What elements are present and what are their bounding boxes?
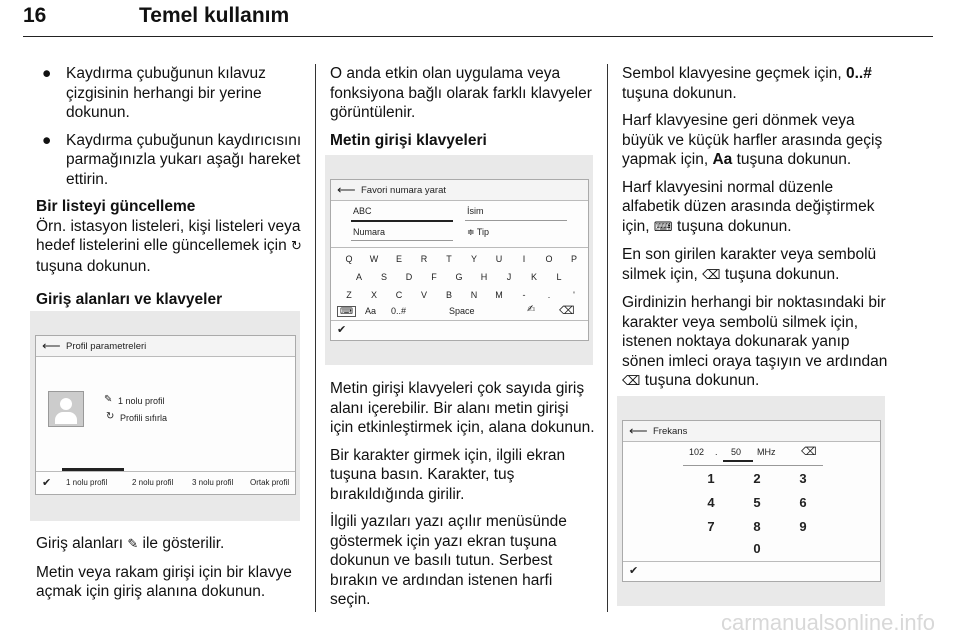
paragraph: Bir karakter girmek için, ilgili ekran tuşuna basın. Karakter, tuş bırakıldığında girilir. <box>330 446 566 503</box>
handwriting-icon[interactable]: ✍ <box>527 304 536 315</box>
key-J[interactable]: J <box>506 272 512 282</box>
key-M[interactable]: M <box>495 290 503 300</box>
key-I[interactable]: I <box>522 254 526 264</box>
delete-icon[interactable]: ⌫ <box>559 304 575 317</box>
key-P[interactable]: P <box>570 254 577 264</box>
key--[interactable]: - <box>522 290 526 300</box>
section-heading: Bir listeyi güncelleme <box>36 198 196 215</box>
tab-profile-1[interactable]: 1 nolu profil <box>66 478 108 487</box>
paragraph: Giriş alanları ✎ ile gösterilir. <box>36 535 225 552</box>
key-S[interactable]: S <box>380 272 387 282</box>
paragraph: En son girilen karakter veya sembolü silmek için, ⌫ tuşuna dokunun. <box>622 246 877 283</box>
space-key[interactable]: Space <box>449 306 475 316</box>
profile-name-field[interactable]: 1 nolu profil <box>118 396 165 406</box>
number-field[interactable]: Numara <box>353 227 386 237</box>
column-1 <box>36 64 306 310</box>
frequency-decimal[interactable]: 50 <box>731 447 742 457</box>
paragraph: Metin girişi klavyeleri çok sayıda giriş alanı içerebilir. Bir alanı metin girişi için etkinleştirmek için, alana dokunun. <box>330 380 595 436</box>
key-6[interactable]: 6 <box>799 495 807 510</box>
avatar[interactable] <box>48 391 84 427</box>
key-4[interactable]: 4 <box>707 495 715 510</box>
key-7[interactable]: 7 <box>707 519 715 534</box>
column-2-bottom <box>330 379 595 618</box>
key-2[interactable]: 2 <box>753 471 761 486</box>
key-C[interactable]: C <box>395 290 403 300</box>
key-0[interactable]: 0 <box>753 541 761 556</box>
column-2 <box>330 64 595 150</box>
check-icon[interactable]: ✔ <box>629 565 639 577</box>
text-field-abc[interactable]: ABC <box>353 206 372 216</box>
paragraph: Harf klavyesine geri dönmek veya büyük ve küçük harfler arasında geçiş yapmak için, Aa tuşuna dokunun. <box>622 112 883 168</box>
check-icon[interactable]: ✔ <box>337 324 347 336</box>
delete-icon: ⌫ <box>702 267 721 283</box>
check-icon[interactable]: ✔ <box>42 477 52 489</box>
keyboard-icon: ⌨ <box>653 219 673 235</box>
pencil-icon: ✎ <box>104 394 113 405</box>
numeric-keyboard-screenshot <box>617 396 885 606</box>
key-T[interactable]: T <box>446 254 452 264</box>
key-U[interactable]: U <box>495 254 503 264</box>
key-F[interactable]: F <box>431 272 437 282</box>
key-A[interactable]: A <box>355 272 362 282</box>
key-8[interactable]: 8 <box>753 519 761 534</box>
page-header <box>23 2 933 37</box>
key-H[interactable]: H <box>480 272 488 282</box>
key-D[interactable]: D <box>405 272 413 282</box>
screen-title: Profil parametreleri <box>66 341 147 352</box>
key-Q[interactable]: Q <box>345 254 353 264</box>
refresh-icon: ↻ <box>106 411 115 422</box>
numeric-keyboard-screen <box>622 420 881 582</box>
text-keyboard-screenshot <box>325 155 593 365</box>
key-.[interactable]: . <box>547 290 551 300</box>
keyboard-layout-icon[interactable]: ⌨ <box>337 306 356 317</box>
paragraph: İlgili yazıları yazı açılır menüsünde göstermek için yazı ekran tuşuna dokunun ve basılı tutun. Serbest bırakın ve ardından istenen harfi seçin. <box>330 513 567 608</box>
paragraph: Metin veya rakam girişi için bir klavye açmak için giriş alanına dokunun. <box>36 563 292 600</box>
frequency-dot: . <box>715 447 718 457</box>
tab-common-profile[interactable]: Ortak profil <box>250 478 290 487</box>
section-heading: Metin girişi klavyeleri <box>330 131 487 149</box>
watermark: carmanualsonline.info <box>720 610 935 635</box>
frequency-integer: 102 <box>689 447 705 457</box>
page-title: Temel kullanım <box>139 4 290 27</box>
bullet-item: ● Kaydırma çubuğunun kılavuz çizgisinin herhangi bir yerine dokunun. <box>42 65 266 121</box>
key-E[interactable]: E <box>395 254 402 264</box>
frequency-unit: MHz <box>757 447 776 457</box>
pencil-icon: ✎ <box>127 537 139 552</box>
reset-profile-button[interactable]: Profili sıfırla <box>120 413 168 423</box>
page-number: 16 <box>23 4 47 27</box>
column-1-bottom <box>36 534 306 610</box>
paragraph: Örn. istasyon listeleri, kişi listeleri veya hedef listelerini elle güncellemek için ↻ tuşuna dokunun. <box>36 217 302 275</box>
key-L[interactable]: L <box>556 272 562 282</box>
case-toggle-button[interactable]: Aa <box>365 306 377 316</box>
delete-icon: ⌫ <box>622 374 641 389</box>
type-field[interactable]: ≑ Tip <box>467 227 490 237</box>
key-N[interactable]: N <box>470 290 478 300</box>
key-9[interactable]: 9 <box>799 519 807 534</box>
key-Z[interactable]: Z <box>346 290 352 300</box>
key-B[interactable]: B <box>445 290 452 300</box>
bullet-item: ● Kaydırma çubuğunun kaydırıcısını parmağınızla yukarı aşağı hareket ettirin. <box>42 131 302 188</box>
column-3 <box>622 64 892 419</box>
profile-tab-bar <box>36 471 295 494</box>
key-K[interactable]: K <box>530 272 537 282</box>
key-X[interactable]: X <box>370 290 377 300</box>
text-keyboard-screen <box>330 179 589 341</box>
screen-title: Favori numara yarat <box>361 185 447 196</box>
profile-screen <box>35 335 296 495</box>
key-Y[interactable]: Y <box>470 254 477 264</box>
keyboard-row-3 <box>331 288 588 304</box>
key-W[interactable]: W <box>369 254 379 264</box>
paragraph: Sembol klavyesine geçmek için, 0..# tuşuna dokunun. <box>622 65 872 102</box>
keyboard-row-1 <box>331 252 588 268</box>
paragraph: Harf klavyesini normal düzenle alfabetik düzen arasında değiştirmek için, ⌨ tuşuna dokunun. <box>622 178 875 235</box>
section-heading: Giriş alanları ve klavyeler <box>36 291 223 308</box>
refresh-icon: ↻ <box>291 239 302 254</box>
paragraph: O anda etkin olan uygulama veya fonksiyona bağlı olarak farklı klavyeler görüntülenir. <box>330 65 592 121</box>
key-5[interactable]: 5 <box>753 495 761 510</box>
key-3[interactable]: 3 <box>799 471 807 486</box>
name-field[interactable]: İsim <box>467 206 484 216</box>
key-R[interactable]: R <box>420 254 428 264</box>
key-1[interactable]: 1 <box>707 471 715 486</box>
delete-icon[interactable]: ⌫ <box>801 445 817 458</box>
back-arrow-icon[interactable]: ⟵ <box>629 423 648 438</box>
keyboard-row-2 <box>331 270 588 286</box>
tab-profile-2[interactable]: 2 nolu profil <box>132 478 174 487</box>
paragraph: Girdinizin herhangi bir noktasındaki bir karakter veya sembolü silmek için, istenen noktaya dokunarak yanıp sönen imleci oraya taşıyın ve ardından ⌫ tuşuna dokunun. <box>622 294 888 389</box>
key-'[interactable]: ' <box>573 290 575 300</box>
tab-profile-3[interactable]: 3 nolu profil <box>192 478 234 487</box>
key-G[interactable]: G <box>455 272 463 282</box>
symbol-keyboard-button[interactable]: 0..# <box>391 306 407 316</box>
column-divider <box>315 64 316 612</box>
key-O[interactable]: O <box>545 254 553 264</box>
back-arrow-icon[interactable]: ⟵ <box>337 182 356 197</box>
column-divider <box>607 64 608 612</box>
back-arrow-icon[interactable]: ⟵ <box>42 338 61 353</box>
key-V[interactable]: V <box>420 290 427 300</box>
profile-screenshot <box>30 311 300 521</box>
screen-title: Frekans <box>653 426 688 437</box>
